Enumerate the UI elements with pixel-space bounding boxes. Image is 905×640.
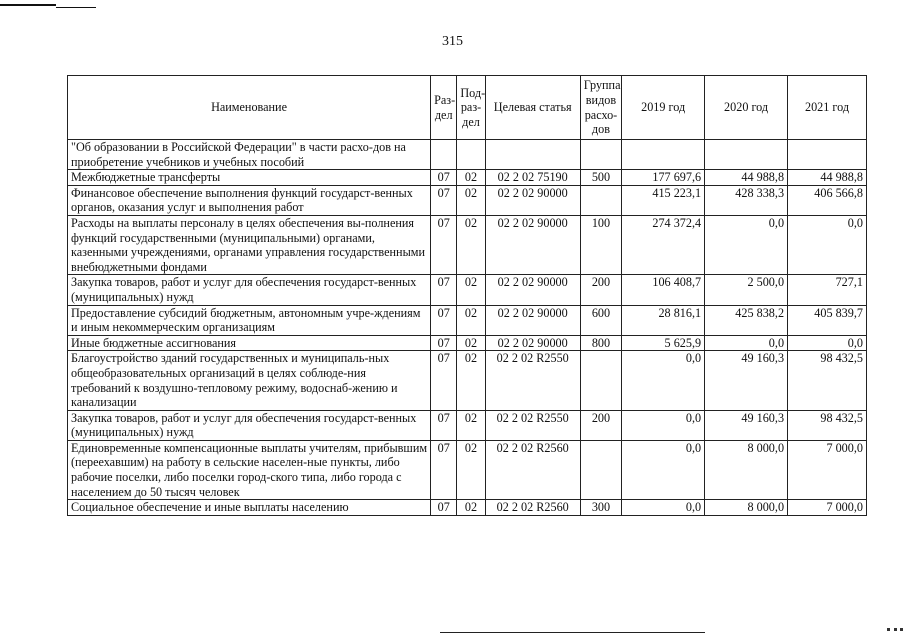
- cell-y2019: 5 625,9: [622, 335, 705, 351]
- cell-group: 600: [580, 305, 621, 335]
- cell-y2020: 49 160,3: [705, 410, 788, 440]
- header-rule-short: [56, 7, 96, 8]
- cell-target: 02 2 02 R2550: [485, 410, 580, 440]
- cell-group: 800: [580, 335, 621, 351]
- column-header-group: Группа видов расхо-дов: [580, 76, 621, 140]
- cell-group: 200: [580, 275, 621, 305]
- cell-subsection: 02: [457, 500, 485, 516]
- cell-group: [580, 440, 621, 499]
- cell-name: Финансовое обеспечение выполнения функций государст-венных органов, оказания услуг и выполнения работ: [68, 185, 431, 215]
- cell-subsection: 02: [457, 440, 485, 499]
- cell-y2020: [705, 140, 788, 170]
- cell-section: 07: [431, 185, 457, 215]
- header-rule: [0, 4, 56, 6]
- table-row: [68, 215, 867, 274]
- table-body: [68, 140, 867, 516]
- cell-section: 07: [431, 440, 457, 499]
- cell-group: 100: [580, 215, 621, 274]
- cell-y2020: 425 838,2: [705, 305, 788, 335]
- cell-y2020: 8 000,0: [705, 440, 788, 499]
- cell-subsection: 02: [457, 275, 485, 305]
- cell-name: Предоставление субсидий бюджетным, автономным учре-ждениям и иным некоммерческим организациям: [68, 305, 431, 335]
- cell-name: Закупка товаров, работ и услуг для обеспечения государст-венных (муниципальных) нужд: [68, 410, 431, 440]
- column-header-2019: 2019 год: [622, 76, 705, 140]
- cell-y2021: 0,0: [788, 335, 867, 351]
- table-row: [68, 351, 867, 410]
- cell-group: [580, 351, 621, 410]
- table-row: [68, 275, 867, 305]
- cell-y2019: 0,0: [622, 351, 705, 410]
- cell-target: 02 2 02 90000: [485, 305, 580, 335]
- cell-y2019: 274 372,4: [622, 215, 705, 274]
- cell-name: Иные бюджетные ассигнования: [68, 335, 431, 351]
- cell-subsection: 02: [457, 215, 485, 274]
- cell-section: 07: [431, 170, 457, 186]
- cell-y2019: 0,0: [622, 500, 705, 516]
- cell-target: 02 2 02 90000: [485, 185, 580, 215]
- cell-section: 07: [431, 410, 457, 440]
- cell-section: 07: [431, 500, 457, 516]
- cell-y2019: 0,0: [622, 410, 705, 440]
- cell-subsection: 02: [457, 335, 485, 351]
- budget-table: [67, 75, 867, 516]
- cell-section: 07: [431, 275, 457, 305]
- cell-name: Социальное обеспечение и иные выплаты населению: [68, 500, 431, 516]
- cell-subsection: 02: [457, 185, 485, 215]
- cell-y2019: 28 816,1: [622, 305, 705, 335]
- cell-name: Межбюджетные трансферты: [68, 170, 431, 186]
- cell-group: 200: [580, 410, 621, 440]
- cell-section: 07: [431, 351, 457, 410]
- cell-target: 02 2 02 90000: [485, 275, 580, 305]
- table-row: [68, 440, 867, 499]
- cell-y2021: 405 839,7: [788, 305, 867, 335]
- cell-subsection: 02: [457, 410, 485, 440]
- cell-y2020: 428 338,3: [705, 185, 788, 215]
- cell-y2020: 8 000,0: [705, 500, 788, 516]
- table-row: [68, 185, 867, 215]
- cell-y2021: 44 988,8: [788, 170, 867, 186]
- cell-y2020: 44 988,8: [705, 170, 788, 186]
- cell-target: 02 2 02 90000: [485, 215, 580, 274]
- column-header-2021: 2021 год: [788, 76, 867, 140]
- cell-y2021: 98 432,5: [788, 351, 867, 410]
- cell-name: Благоустройство зданий государственных и муниципаль-ных общеобразовательных организаций в целях соблюде-ния требований к воздушно-тепловому режиму, водоснаб-жению и канализации: [68, 351, 431, 410]
- cell-y2019: [622, 140, 705, 170]
- cell-y2019: 177 697,6: [622, 170, 705, 186]
- cell-subsection: 02: [457, 305, 485, 335]
- cell-target: 02 2 02 R2560: [485, 500, 580, 516]
- table-row: [68, 305, 867, 335]
- cell-y2020: 2 500,0: [705, 275, 788, 305]
- cell-y2021: 727,1: [788, 275, 867, 305]
- table-row: [68, 335, 867, 351]
- table-header-row: [68, 76, 867, 140]
- corner-mark: [887, 628, 903, 631]
- cell-y2021: 7 000,0: [788, 440, 867, 499]
- cell-group: [580, 185, 621, 215]
- cell-y2021: 98 432,5: [788, 410, 867, 440]
- column-header-section: Раз-дел: [431, 76, 457, 140]
- column-header-2020: 2020 год: [705, 76, 788, 140]
- cell-section: 07: [431, 335, 457, 351]
- cell-subsection: 02: [457, 170, 485, 186]
- cell-y2020: 0,0: [705, 335, 788, 351]
- cell-y2019: 106 408,7: [622, 275, 705, 305]
- cell-name: Единовременные компенсационные выплаты учителям, прибывшим (переехавшим) на работу в сельские населен-ные пункты, либо рабочие поселки, либо поселки город-ского типа, либо города с населением до 50 тысяч человек: [68, 440, 431, 499]
- cell-target: 02 2 02 R2550: [485, 351, 580, 410]
- cell-section: [431, 140, 457, 170]
- cell-group: [580, 140, 621, 170]
- cell-y2021: 7 000,0: [788, 500, 867, 516]
- cell-y2019: 0,0: [622, 440, 705, 499]
- table-row: [68, 170, 867, 186]
- table-row: [68, 140, 867, 170]
- cell-target: 02 2 02 90000: [485, 335, 580, 351]
- cell-name: Закупка товаров, работ и услуг для обеспечения государст-венных (муниципальных) нужд: [68, 275, 431, 305]
- cell-name: Расходы на выплаты персоналу в целях обеспечения вы-полнения функций государственными (муниципальными) органами, казенными учреждениями, органами управления государственными внебюджетными фондами: [68, 215, 431, 274]
- cell-group: 500: [580, 170, 621, 186]
- page-number: 315: [442, 34, 463, 49]
- cell-section: 07: [431, 305, 457, 335]
- cell-y2020: 0,0: [705, 215, 788, 274]
- cell-y2019: 415 223,1: [622, 185, 705, 215]
- column-header-subsection: Под-раз-дел: [457, 76, 485, 140]
- cell-y2020: 49 160,3: [705, 351, 788, 410]
- cell-target: [485, 140, 580, 170]
- column-header-target: Целевая статья: [485, 76, 580, 140]
- column-header-name: Наименование: [68, 76, 431, 140]
- cell-group: 300: [580, 500, 621, 516]
- cell-y2021: [788, 140, 867, 170]
- cell-target: 02 2 02 R2560: [485, 440, 580, 499]
- footer-rule: [440, 632, 705, 633]
- table-row: [68, 410, 867, 440]
- cell-y2021: 0,0: [788, 215, 867, 274]
- cell-subsection: 02: [457, 351, 485, 410]
- cell-y2021: 406 566,8: [788, 185, 867, 215]
- table-row: [68, 500, 867, 516]
- cell-name: "Об образовании в Российской Федерации" в части расхо-дов на приобретение учебников и учебных пособий: [68, 140, 431, 170]
- cell-target: 02 2 02 75190: [485, 170, 580, 186]
- cell-subsection: [457, 140, 485, 170]
- cell-section: 07: [431, 215, 457, 274]
